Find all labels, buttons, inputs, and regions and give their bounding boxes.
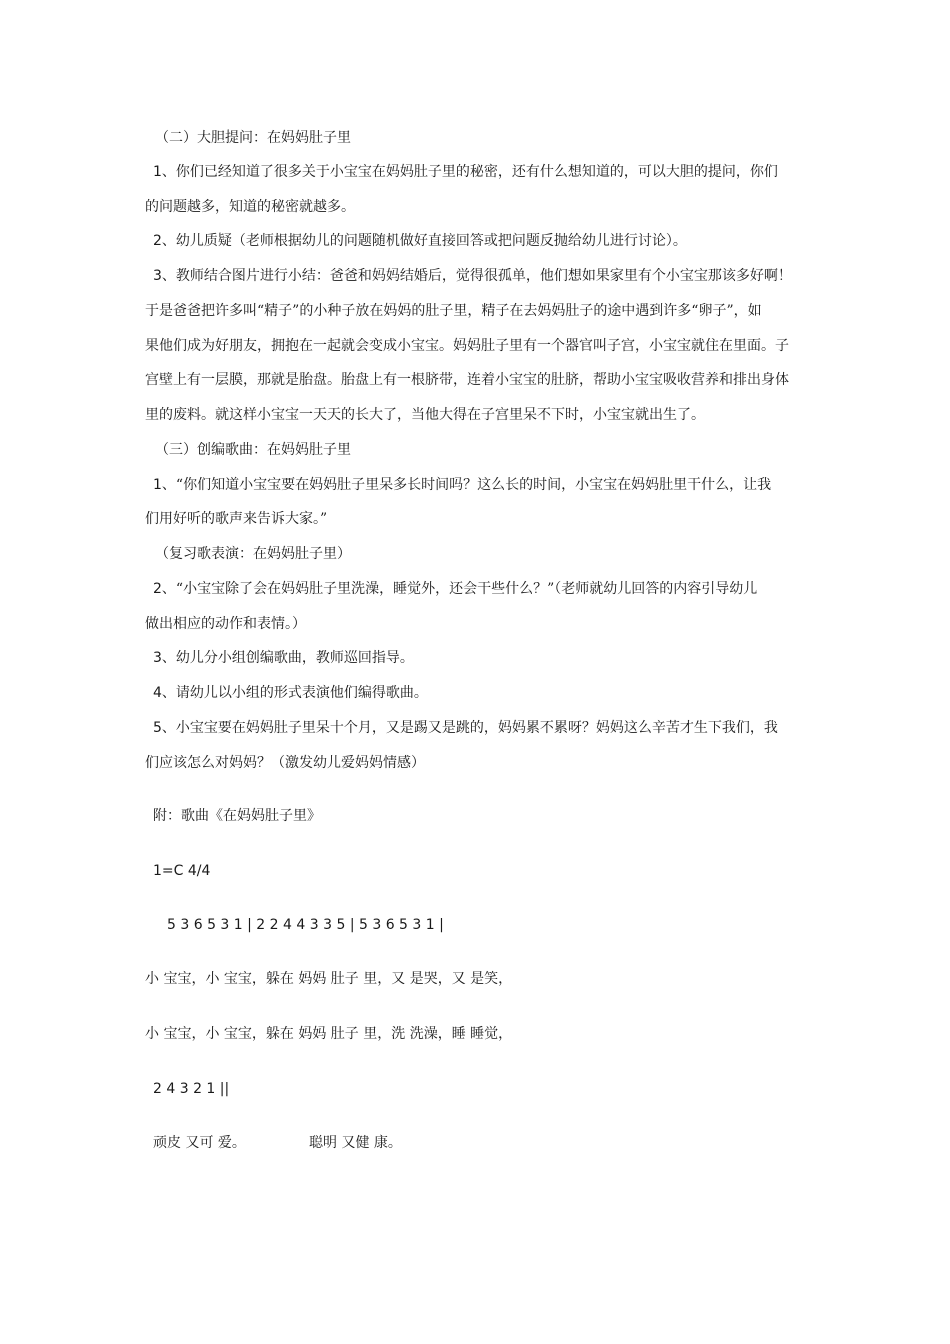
section-2-item-3-cont-2: 果他们成为好朋友，拥抱在一起就会变成小宝宝。妈妈肚子里有一个器官叫子宫，小宝宝就住在里面。子 <box>145 338 789 354</box>
item-text: 小宝宝要在妈妈肚子里呆十个月，又是踢又是跳的，妈妈累不累呀？妈妈这么辛苦才生下我们，我 <box>175 720 778 736</box>
section-2-item-3-cont-4: 里的废料。就这样小宝宝一天天的长大了，当他大得在子宫里呆不下时，小宝宝就出生了。 <box>145 407 705 423</box>
section-3-heading: （三）创编歌曲：在妈妈肚子里 <box>155 442 351 458</box>
item-text: “你们知道小宝宝要在妈妈肚子里呆多长时间吗？这么长的时间，小宝宝在妈妈肚里干什么，让我 <box>175 477 772 493</box>
song-key-signature: 1=C 4/4 <box>153 863 211 879</box>
item-text: 请幼儿以小组的形式表演他们编得歌曲。 <box>175 685 428 701</box>
item-number: 4、 <box>153 685 176 701</box>
item-number: 3、 <box>153 650 176 666</box>
section-3-item-1 <box>153 475 818 495</box>
item-text: 你们已经知道了很多关于小宝宝在妈妈肚子里的秘密，还有什么想知道的，可以大胆的提问，你们 <box>175 164 778 180</box>
section-3-item-2-cont: 做出相应的动作和表情。） <box>145 616 306 632</box>
section-3-item-1-cont: 们用好听的歌声来告诉大家。” <box>145 511 328 527</box>
section-3-item-3 <box>153 648 818 668</box>
section-2-item-1-cont: 的问题越多，知道的秘密就越多。 <box>145 199 355 215</box>
song-ending-lyric-2: 聪明 又健 康。 <box>309 1135 402 1151</box>
section-3-item-2 <box>153 579 818 599</box>
item-number: 2、 <box>153 233 176 249</box>
song-ending-lyric-1: 顽皮 又可 爱。 <box>153 1135 246 1151</box>
item-number: 5、 <box>153 720 176 736</box>
item-number: 1、 <box>153 477 176 493</box>
section-3-item-5-cont: 们应该怎么对妈妈？（激发幼儿爱妈妈情感） <box>145 755 425 771</box>
section-2-heading: （二）大胆提问：在妈妈肚子里 <box>155 130 351 146</box>
section-2-item-3 <box>153 266 818 286</box>
item-text: 幼儿质疑（老师根据幼儿的问题随机做好直接回答或把问题反抛给幼儿进行讨论）。 <box>175 233 687 249</box>
item-number: 1、 <box>153 164 176 180</box>
song-notation-line-1: 5 3 6 5 3 1 | 2 2 4 4 3 3 5 | 5 3 6 5 3 1 | <box>167 917 444 933</box>
section-3-item-4 <box>153 683 818 703</box>
song-lyric-line-1: 小 宝宝，小 宝宝，躲在 妈妈 肚子 里，又 是哭，又 是笑， <box>145 971 513 987</box>
item-text: 教师结合图片进行小结：爸爸和妈妈结婚后，觉得很孤单，他们想如果家里有个小宝宝那该多好啊！ <box>175 268 792 284</box>
section-2-item-2 <box>153 231 818 251</box>
section-2-item-3-cont-1: 于是爸爸把许多叫“精子”的小种子放在妈妈的肚子里，精子在去妈妈肚子的途中遇到许多“卵子”，如 <box>145 303 762 319</box>
section-3-item-5 <box>153 718 818 738</box>
section-2-item-1 <box>153 162 818 182</box>
section-2-item-3-cont-3: 宫壁上有一层膜，那就是胎盘。胎盘上有一根脐带，连着小宝宝的肚脐，帮助小宝宝吸收营养和排出身体 <box>145 372 789 388</box>
item-number: 3、 <box>153 268 176 284</box>
song-lyric-line-2: 小 宝宝，小 宝宝，躲在 妈妈 肚子 里，洗 洗澡，睡 睡觉， <box>145 1026 513 1042</box>
item-text: “小宝宝除了会在妈妈肚子里洗澡，睡觉外，还会干些什么？”（老师就幼儿回答的内容引导幼儿 <box>175 581 758 597</box>
item-text: 幼儿分小组创编歌曲，教师巡回指导。 <box>175 650 414 666</box>
item-number: 2、 <box>153 581 176 597</box>
song-notation-line-2: 2 4 3 2 1 || <box>153 1081 230 1097</box>
appendix-title: 附：歌曲《在妈妈肚子里》 <box>153 808 321 824</box>
section-3-review-note: （复习歌表演：在妈妈肚子里） <box>155 546 351 562</box>
